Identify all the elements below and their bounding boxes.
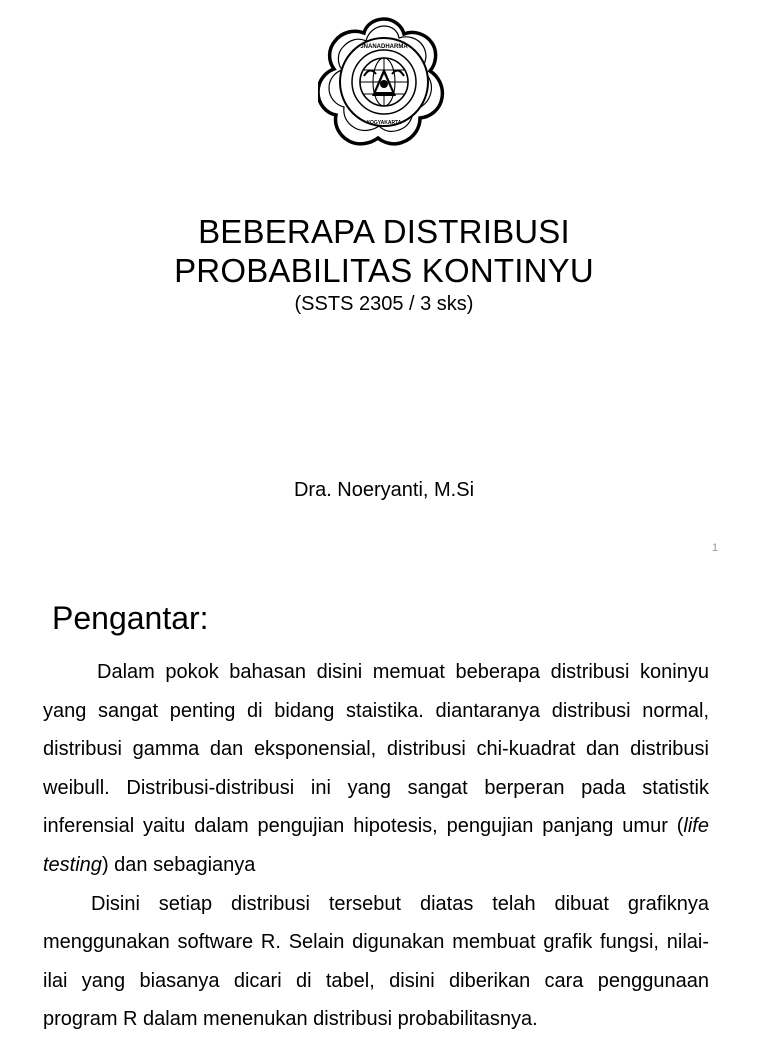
paragraph-2: Disini setiap distribusi tersebut diatas telah dibuat grafiknya menggunakan software R. Selain digunakan membuat grafik fungsi, nilai-ilai yang biasanya dicari di tabel, disini diberikan cara penggunaan program R dalam menenukan distribusi probabilitasnya.	[43, 892, 709, 1031]
section-body	[43, 653, 709, 1039]
institution-seal-icon	[318, 16, 450, 150]
page-number: 1	[711, 542, 719, 554]
logo-bottom-text: YOGYAKARTA	[366, 120, 402, 126]
title-line-2: PROBABILITAS KONTINYU	[174, 252, 594, 289]
author-name: Dra. Noeryanti, M.Si	[293, 479, 475, 501]
paragraph-1-tail: ) dan sebagianya	[101, 853, 256, 876]
section-heading: Pengantar:	[52, 600, 209, 636]
paragraph-1-italic: life testing	[43, 815, 709, 876]
title-line-1: BEBERAPA DISTRIBUSI	[198, 213, 570, 250]
logo-top-text: JNANADHARMA	[360, 44, 408, 50]
course-code: (SSTS 2305 / 3 sks)	[294, 293, 474, 315]
paragraph-1-text: Dalam pokok bahasan disini memuat beberapa distribusi koninyu yang sangat penting di bidang staistika. diantaranya distribusi normal, distribusi gamma dan eksponensial, distribusi chi-kuadrat dan distribusi weibull. Distribusi-distribusi ini yang sangat berperan pada statistik inferensial yaitu dalam pengujian hipotesis, pengujian panjang umur (	[43, 661, 709, 838]
paragraph-1	[43, 653, 709, 885]
